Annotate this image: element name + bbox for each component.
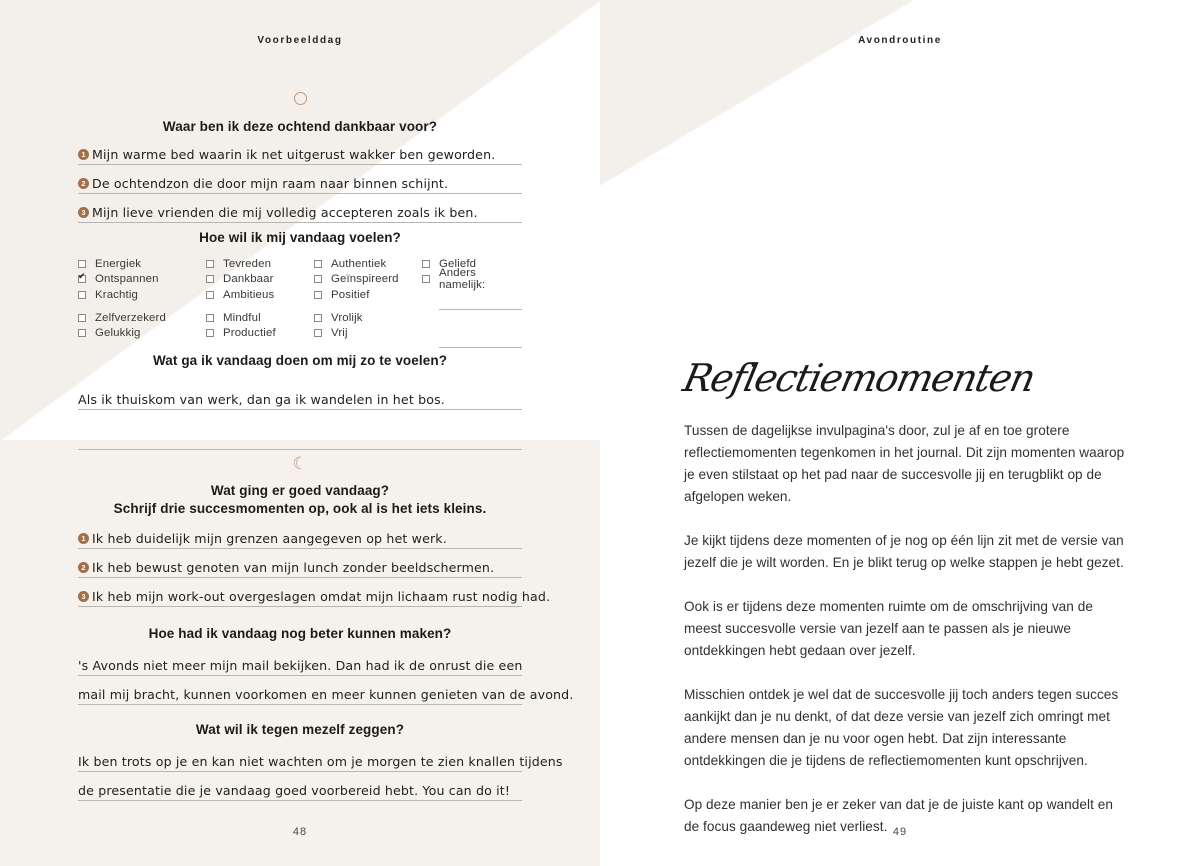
- feeling-option[interactable]: [206, 287, 314, 303]
- action-question: Wat ga ik vandaag doen om mij zo te voelen?: [152, 353, 448, 368]
- feeling-option[interactable]: [206, 256, 314, 272]
- feeling-option[interactable]: [78, 271, 206, 287]
- feeling-label: Energiek: [95, 257, 142, 270]
- win-entry-row[interactable]: [78, 581, 551, 607]
- feeling-option[interactable]: [314, 310, 422, 326]
- feelings-checkbox-grid: [78, 256, 522, 349]
- checkbox-icon-checked[interactable]: [78, 275, 86, 283]
- entry-number-badge: 3: [78, 207, 89, 218]
- feeling-label: Krachtig: [95, 288, 138, 301]
- improve-section: [78, 625, 574, 705]
- selftalk-section: [78, 721, 563, 801]
- folio-right: 49: [892, 826, 908, 838]
- checkbox-icon[interactable]: [206, 260, 214, 268]
- entry-text: Ik heb mijn work-out overgeslagen omdat mijn lichaam rust nodig had.: [92, 588, 551, 604]
- checkbox-icon[interactable]: [206, 314, 214, 322]
- entry-number-badge: 1: [78, 533, 89, 544]
- feelings-section: [78, 229, 522, 348]
- feeling-label: Vrolijk: [331, 311, 363, 324]
- reflectiemomenten-body: [684, 420, 1126, 860]
- selftalk-answer-text: Ik ben trots op je en kan niet wachten om je morgen te zien knallen tijdens: [78, 753, 563, 769]
- checkbox-icon[interactable]: [422, 260, 430, 268]
- entry-number-badge: 2: [78, 178, 89, 189]
- checkbox-icon[interactable]: [78, 291, 86, 299]
- feeling-label: Authentiek: [331, 257, 387, 270]
- body-paragraph: Op deze manier ben je er zeker van dat je de juiste kant op wandelt en de focus gaandeweg niet verliest.: [684, 797, 1113, 835]
- entry-text: Ik heb duidelijk mijn grenzen aangegeven op het werk.: [92, 530, 447, 546]
- action-section: [78, 352, 522, 450]
- checkbox-icon[interactable]: [314, 260, 322, 268]
- feeling-label: Geliefd: [439, 257, 477, 270]
- gratitude-entry-row[interactable]: [78, 197, 522, 223]
- checkbox-icon[interactable]: [422, 275, 430, 283]
- spacer-cell: [422, 310, 522, 326]
- feeling-label: Dankbaar: [223, 273, 274, 286]
- win-entry-row[interactable]: [78, 552, 522, 578]
- entry-text: Mijn warme bed waarin ik net uitgerust wakker ben geworden.: [92, 146, 496, 162]
- selftalk-answer-row[interactable]: [78, 775, 522, 801]
- feeling-label-other: Anders namelijk:: [439, 267, 486, 292]
- diagonal-background-right: [600, 0, 1200, 355]
- checkbox-icon[interactable]: [78, 314, 86, 322]
- entry-number-badge: 3: [78, 591, 89, 602]
- feeling-label: Geïnspireerd: [331, 273, 399, 286]
- checkbox-icon[interactable]: [78, 329, 86, 337]
- feeling-label: Tevreden: [223, 257, 272, 270]
- page-title-reflectiemomenten: Reflectiemomenten: [679, 356, 1039, 400]
- feeling-label: Zelfverzekerd: [95, 311, 166, 324]
- win-entry-row[interactable]: [78, 523, 522, 549]
- moon-icon: ☾: [292, 454, 308, 473]
- checkbox-icon[interactable]: [206, 275, 214, 283]
- improve-answer-row[interactable]: [78, 650, 522, 676]
- other-feeling-input-line-2[interactable]: [439, 325, 522, 348]
- checkbox-icon[interactable]: [314, 291, 322, 299]
- gratitude-question: Waar ben ik deze ochtend dankbaar voor?: [162, 119, 438, 134]
- feeling-option[interactable]: [206, 271, 314, 287]
- feeling-label: Mindful: [223, 311, 261, 324]
- entry-text: Ik heb bewust genoten van mijn lunch zonder beeldschermen.: [92, 559, 495, 575]
- feeling-label: Positief: [331, 288, 370, 301]
- running-head-left: Voorbeelddag: [257, 35, 343, 46]
- selftalk-answer-row[interactable]: [78, 746, 563, 772]
- folio-left: 48: [292, 826, 308, 838]
- wins-question-line1: Wat ging er goed vandaag?: [210, 483, 390, 498]
- gratitude-entry-row[interactable]: [78, 139, 522, 165]
- gratitude-entry-row[interactable]: [78, 168, 522, 194]
- improve-question: Hoe had ik vandaag nog beter kunnen maken?: [148, 626, 452, 641]
- entry-text: De ochtendzon die door mijn raam naar binnen schijnt.: [92, 175, 449, 191]
- feeling-option[interactable]: [78, 256, 206, 272]
- feeling-option[interactable]: [206, 310, 314, 326]
- body-paragraph: Je kijkt tijdens deze momenten of je nog op één lijn zit met de versie van jezelf die je wilt worden. En je blikt terug op welke stappen je hebt gezet.: [684, 533, 1124, 571]
- improve-answer-row[interactable]: [78, 679, 574, 705]
- sun-icon: [294, 92, 307, 105]
- improve-answer-text: 's Avonds niet meer mijn mail bekijken. Dan had ik de onrust die een: [78, 657, 523, 673]
- entry-number-badge: 2: [78, 562, 89, 573]
- feeling-option[interactable]: [78, 310, 206, 326]
- evening-section: [78, 454, 551, 607]
- feeling-label: Ambitieus: [223, 288, 275, 301]
- feeling-option[interactable]: [314, 287, 422, 303]
- checkbox-icon[interactable]: [314, 275, 322, 283]
- feeling-label: Gelukkig: [95, 327, 141, 340]
- feeling-option-other[interactable]: [422, 267, 522, 292]
- feeling-label: Ontspannen: [95, 273, 159, 286]
- feeling-option[interactable]: [314, 271, 422, 287]
- checkbox-icon[interactable]: [78, 260, 86, 268]
- sun-icon-row: [78, 92, 522, 118]
- selftalk-question: Wat wil ik tegen mezelf zeggen?: [195, 722, 405, 737]
- checkbox-icon[interactable]: [206, 291, 214, 299]
- selftalk-answer-text: de presentatie die je vandaag goed voorbereid hebt. You can do it!: [78, 782, 511, 798]
- body-paragraph: Tussen de dagelijkse invulpagina's door, zul je af en toe grotere reflectiemomenten tegenkomen in het journal. Dit zijn momenten waarop je even stilstaat op het pad naar de succesvolle jij en terugblikt op de afgelopen weken.: [684, 423, 1125, 505]
- other-feeling-input-line-1[interactable]: [439, 287, 522, 310]
- entry-text: Mijn lieve vrienden die mij volledig accepteren zoals ik ben.: [92, 204, 478, 220]
- body-paragraph: Ook is er tijdens deze momenten ruimte om de omschrijving van de meest succesvolle versie van jezelf aan te passen als je nieuwe ontdekkingen hebt gedaan over jezelf.: [684, 599, 1093, 659]
- entry-number-badge: 1: [78, 149, 89, 160]
- checkbox-icon[interactable]: [314, 329, 322, 337]
- feeling-option[interactable]: [78, 287, 206, 303]
- improve-answer-text: mail mij bracht, kunnen voorkomen en meer kunnen genieten van de avond.: [78, 686, 574, 702]
- feeling-label: Productief: [223, 327, 276, 340]
- checkbox-icon[interactable]: [314, 314, 322, 322]
- feeling-option[interactable]: [206, 325, 314, 341]
- feeling-option[interactable]: [78, 325, 206, 341]
- action-answer-row[interactable]: [78, 384, 522, 410]
- feeling-option[interactable]: [314, 325, 422, 341]
- feelings-question: Hoe wil ik mij vandaag voelen?: [199, 230, 401, 245]
- feeling-option[interactable]: [314, 256, 422, 272]
- morning-section: [78, 92, 522, 223]
- body-paragraph: Misschien ontdek je wel dat de succesvolle jij toch anders tegen succes aankijkt dan je nu denkt, of dat deze versie van jezelf zich omringt met andere mensen dan je nu voor ogen hebt. Dat zijn interessante ontdekkingen die je tijdens de reflectiemomenten kunt opschrijven.: [684, 687, 1119, 769]
- checkbox-icon[interactable]: [206, 329, 214, 337]
- wins-question-line2: Schrijf drie succesmomenten op, ook al is het iets kleins.: [113, 500, 487, 516]
- moon-icon-row: [78, 456, 522, 482]
- running-head-right: Avondroutine: [858, 35, 942, 46]
- action-answer-row-empty[interactable]: [78, 424, 522, 450]
- action-answer-text: Als ik thuiskom van werk, dan ga ik wandelen in het bos.: [78, 391, 445, 407]
- feeling-label: Vrij: [331, 327, 348, 340]
